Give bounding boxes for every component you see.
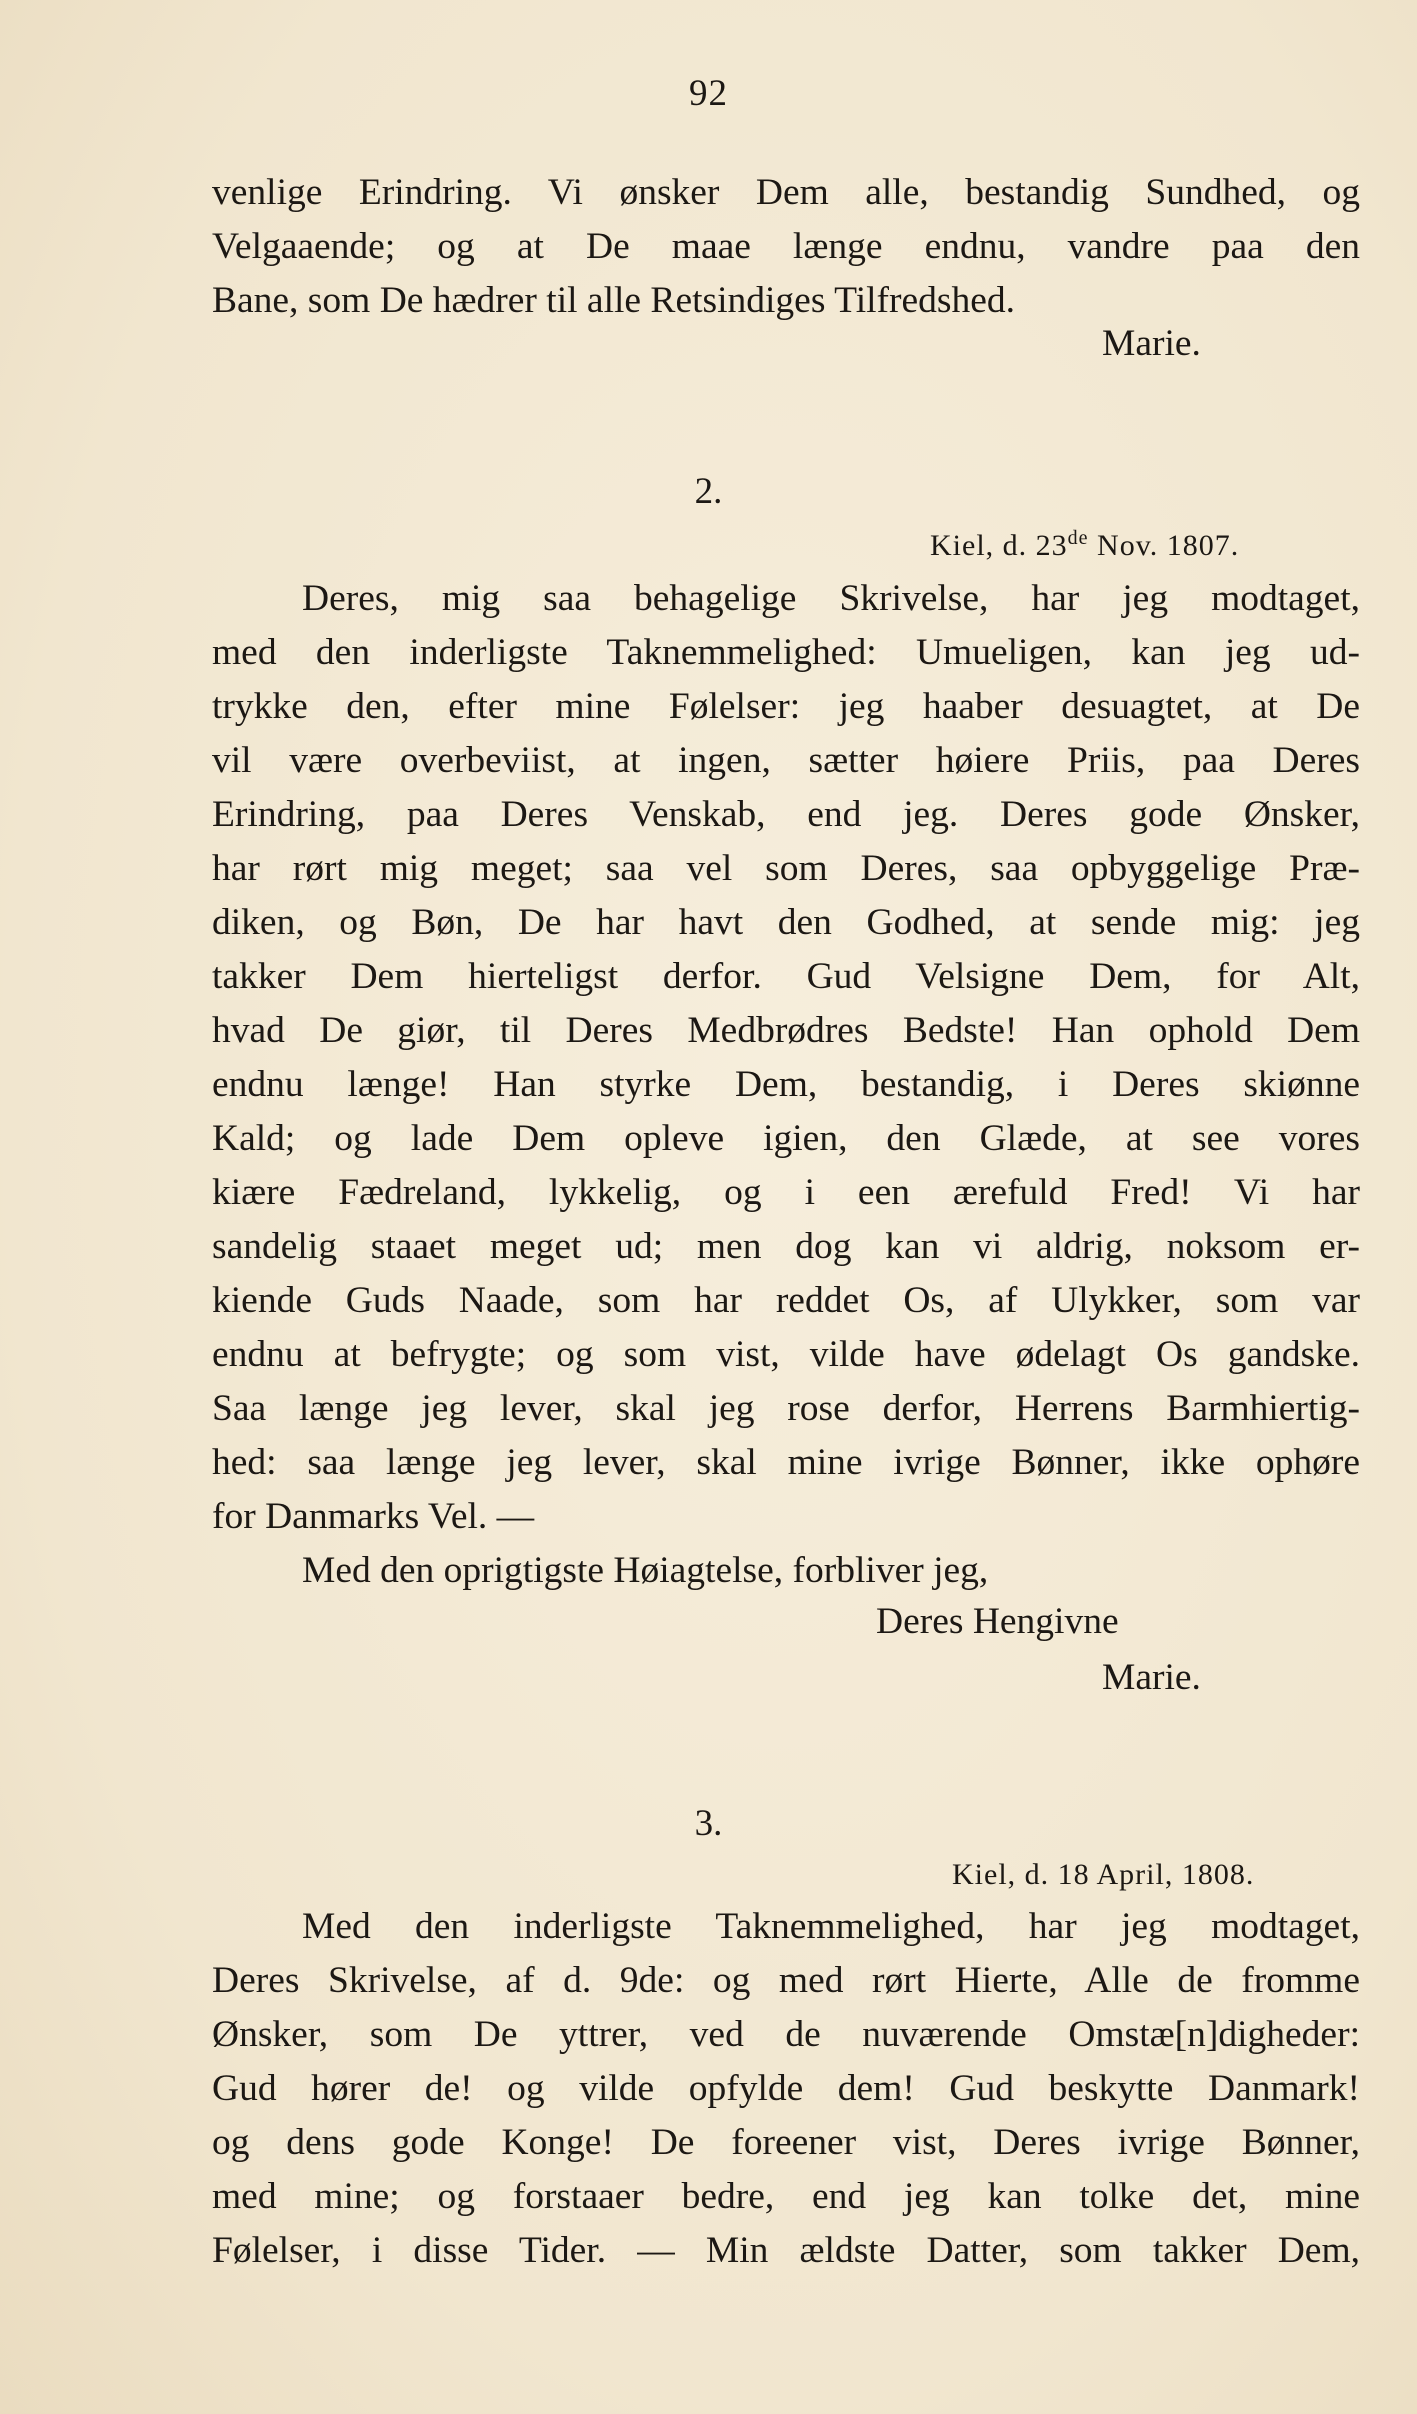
text-line: endnu at befrygte; og som vist, vilde have ødelagt Os gandske. — [212, 1334, 1360, 1375]
letter2-closing: Med den oprigtigste Høiagtelse, forbliver jeg, — [302, 1550, 989, 1591]
text-line: Ønsker, som De yttrer, ved de nuværende Omstæ[n]digheder: — [212, 2014, 1360, 2055]
text-line: Bane, som De hædrer til alle Retsindiges Tilfredshed. — [212, 280, 1016, 321]
text-line: Med den inderligste Taknemmelighed, har jeg modtaget, — [302, 1906, 1360, 1947]
text-line: hed: saa længe jeg lever, skal mine ivrige Bønner, ikke ophøre — [212, 1442, 1360, 1483]
text-line: Erindring, paa Deres Venskab, end jeg. Deres gode Ønsker, — [212, 794, 1360, 835]
text-line: med mine; og forstaaer bedre, end jeg kan tolke det, mine — [212, 2176, 1360, 2217]
text-line: har rørt mig meget; saa vel som Deres, saa opbyggelige Præ- — [212, 848, 1360, 889]
letter2-text — [212, 572, 1360, 1598]
text-line: Saa længe jeg lever, skal jeg rose derfor, Herrens Barmhiertig- — [212, 1388, 1360, 1429]
letter2-dateline — [930, 527, 1239, 563]
letter1-text — [212, 166, 1360, 328]
letter2-signature: Marie. — [1102, 1657, 1201, 1698]
letter2-date-place: Kiel, d. 23 — [930, 529, 1068, 562]
text-line: Deres, mig saa behagelige Skrivelse, har jeg modtaget, — [302, 578, 1360, 619]
letter2-date-sup: de — [1067, 527, 1089, 549]
text-line: kiære Fædreland, lykkelig, og i een ærefuld Fred! Vi har — [212, 1172, 1360, 1213]
text-line: venlige Erindring. Vi ønsker Dem alle, bestandig Sundhed, og — [212, 172, 1360, 213]
text-line: for Danmarks Vel. — — [212, 1496, 535, 1537]
text-line: Kald; og lade Dem opleve igien, den Glæde, at see vores — [212, 1118, 1360, 1159]
text-line: vil være overbeviist, at ingen, sætter høiere Priis, paa Deres — [212, 740, 1360, 781]
letter3-dateline: Kiel, d. 18 April, 1808. — [952, 1858, 1255, 1891]
text-line: takker Dem hierteligst derfor. Gud Velsigne Dem, for Alt, — [212, 956, 1360, 997]
letter3-number: 3. — [694, 1803, 723, 1844]
text-line: og dens gode Konge! De foreener vist, Deres ivrige Bønner, — [212, 2122, 1360, 2163]
letter1-signature: Marie. — [1102, 323, 1201, 364]
page-number: 92 — [689, 73, 728, 114]
letter2-number: 2. — [694, 471, 723, 512]
text-line: hvad De giør, til Deres Medbrødres Bedste! Han ophold Dem — [212, 1010, 1360, 1051]
text-line: Deres Skrivelse, af d. 9de: og med rørt Hierte, Alle de fromme — [212, 1960, 1360, 2001]
text-line: diken, og Bøn, De har havt den Godhed, at sende mig: jeg — [212, 902, 1360, 943]
text-line: kiende Guds Naade, som har reddet Os, af Ulykker, som var — [212, 1280, 1360, 1321]
text-line: Følelser, i disse Tider. — Min ældste Datter, som takker Dem, — [212, 2230, 1360, 2271]
text-line: endnu længe! Han styrke Dem, bestandig, i Deres skiønne — [212, 1064, 1360, 1105]
letter2-closing-2: Deres Hengivne — [876, 1601, 1119, 1642]
letter3-text — [212, 1900, 1360, 2278]
text-line: Velgaaende; og at De maae længe endnu, vandre paa den — [212, 226, 1360, 267]
text-line: trykke den, efter mine Følelser: jeg haaber desuagtet, at De — [212, 686, 1360, 727]
text-line: sandelig staaet meget ud; men dog kan vi aldrig, noksom er- — [212, 1226, 1360, 1267]
letter2-date-rest: Nov. 1807. — [1097, 529, 1240, 562]
text-line: med den inderligste Taknemmelighed: Umueligen, kan jeg ud- — [212, 632, 1360, 673]
text-line: Gud hører de! og vilde opfylde dem! Gud beskytte Danmark! — [212, 2068, 1360, 2109]
